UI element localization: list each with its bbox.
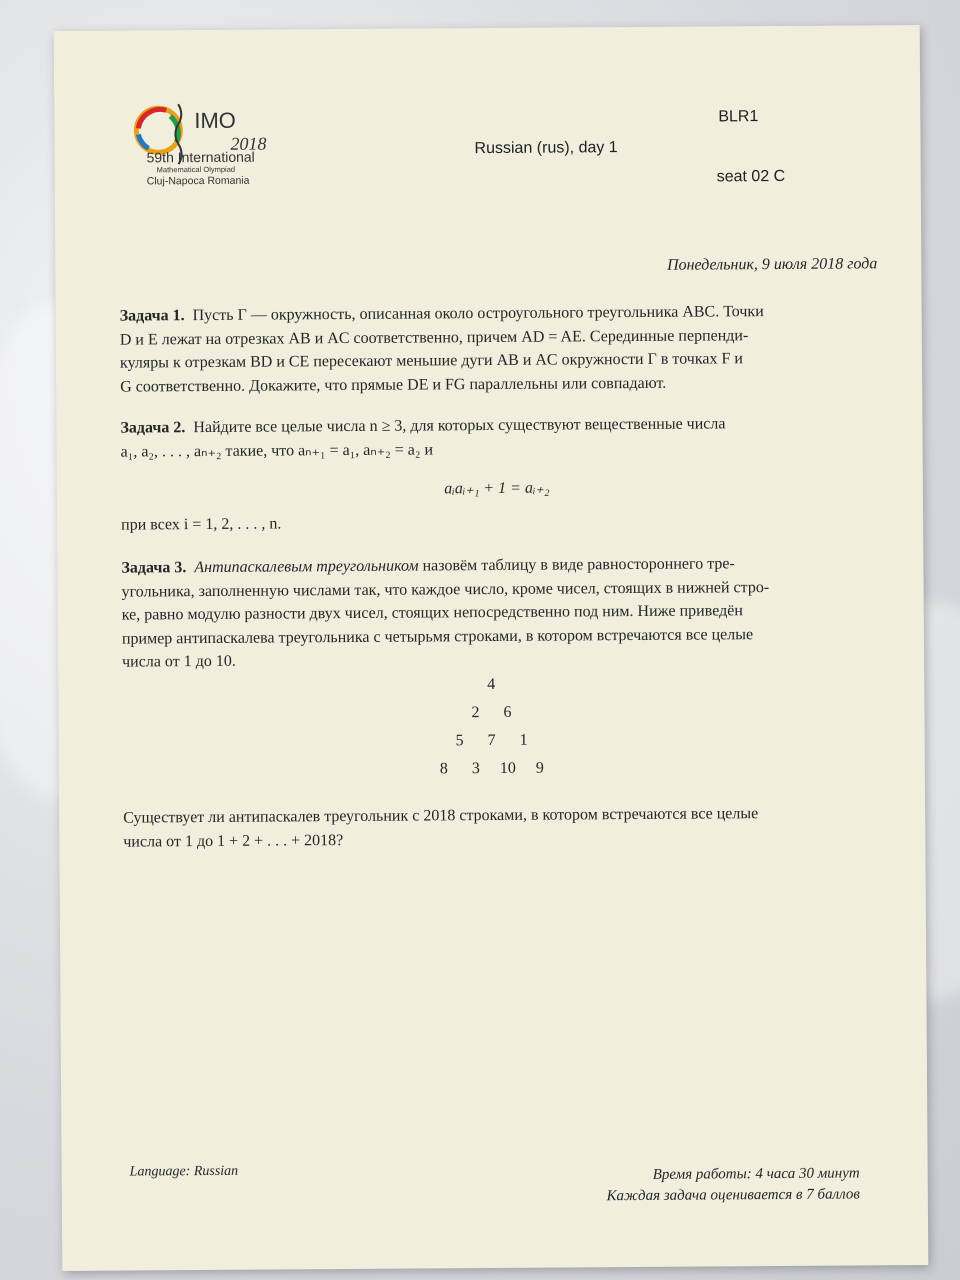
country-code: BLR1 bbox=[718, 108, 759, 126]
task-2-formula: aᵢaᵢ₊₁ + 1 = aᵢ₊₂ bbox=[444, 479, 550, 498]
task-2-line: a₁, a₂, . . . , aₙ₊₂ такие, что aₙ₊₁ = a₁, aₙ₊₂ = a₂ и bbox=[120, 440, 434, 461]
triangle-cell: 3 bbox=[471, 760, 480, 778]
task-3-term: Антипаскалевым треугольником bbox=[194, 557, 419, 577]
task-3 bbox=[121, 551, 874, 674]
exam-date: Понедельник, 9 июля 2018 года bbox=[666, 255, 878, 274]
triangle-cell: 10 bbox=[499, 759, 516, 777]
task-3-question-line: числа от 1 до 1 + 2 + . . . + 2018? bbox=[123, 831, 344, 851]
task-3-question-line: Существует ли антипаскалев треугольник с 2018 строками, в котором встречаются все целые bbox=[123, 805, 759, 827]
exam-sheet bbox=[54, 25, 929, 1271]
footer-time: Время работы: 4 часа 30 минут bbox=[652, 1165, 860, 1183]
triangle-cell: 9 bbox=[535, 759, 544, 777]
language-day: Russian (rus), day 1 bbox=[474, 139, 618, 158]
logo-line3: Cluj-Napoca Romania bbox=[146, 174, 250, 187]
task-1-line: G соответственно. Докажите, что прямые DE и FG параллельны или совпадают. bbox=[120, 374, 667, 396]
footer-info bbox=[606, 1163, 860, 1207]
triangle-row bbox=[59, 729, 925, 753]
seat-label: seat 02 C bbox=[716, 167, 786, 186]
logo-caption bbox=[147, 150, 255, 187]
triangle-cell: 6 bbox=[503, 703, 512, 721]
task-2-label: Задача 2. bbox=[120, 419, 186, 437]
triangle-cell: 1 bbox=[519, 731, 528, 749]
task-1 bbox=[120, 299, 873, 398]
task-3-question bbox=[123, 801, 875, 853]
triangle-row bbox=[58, 701, 924, 725]
task-3-line: пример антипаскалева треугольника с четырьмя строками, в котором встречаются все целые bbox=[121, 625, 754, 648]
task-3-line: назовём таблицу в виде равностороннего тре- bbox=[422, 555, 735, 575]
triangle-cell: 5 bbox=[455, 732, 464, 750]
task-3-line: угольника, заполненную числами так, что каждое число, кроме чисел, стоящих в нижней стро- bbox=[121, 578, 770, 601]
task-1-label: Задача 1. bbox=[119, 307, 185, 325]
task-3-label: Задача 3. bbox=[121, 559, 187, 577]
triangle-row bbox=[58, 673, 924, 697]
triangle-cell: 4 bbox=[487, 675, 496, 694]
triangle-cell: 7 bbox=[487, 731, 496, 750]
task-2-line: Найдите все целые числа n ≥ 3, для которых существуют вещественные числа bbox=[193, 415, 726, 437]
footer-language: Language: Russian bbox=[129, 1163, 239, 1180]
task-3-line: числа от 1 до 10. bbox=[122, 652, 236, 671]
triangle-cell: 2 bbox=[471, 704, 480, 722]
svg-text:2018: 2018 bbox=[230, 133, 267, 154]
task-1-line: Пусть Γ — окружность, описанная около остроугольного треугольника ABC. Точки bbox=[192, 303, 764, 325]
task-2-condition: при всех i = 1, 2, . . . , n. bbox=[121, 515, 282, 534]
triangle-row bbox=[59, 757, 925, 781]
task-1-line: куляры к отрезкам BD и CE пересекают меньшие дуги AB и AC окружности Γ в точках F и bbox=[119, 350, 743, 372]
triangle-cell: 8 bbox=[439, 760, 448, 778]
task-3-line: ке, равно модулю разности двух чисел, стоящих непосредственно под ним. Ниже приведён bbox=[121, 602, 743, 624]
logo-line2: Mathematical Olympiad bbox=[156, 164, 236, 175]
logo-line1: 59th International bbox=[146, 148, 255, 166]
task-2 bbox=[120, 411, 872, 463]
svg-text:IMO: IMO bbox=[194, 107, 236, 134]
task-1-line: D и E лежат на отрезках AB и AC соответственно, причем AD = AE. Серединные перпенди- bbox=[119, 326, 749, 349]
footer-points: Каждая задача оценивается в 7 баллов bbox=[606, 1186, 860, 1205]
